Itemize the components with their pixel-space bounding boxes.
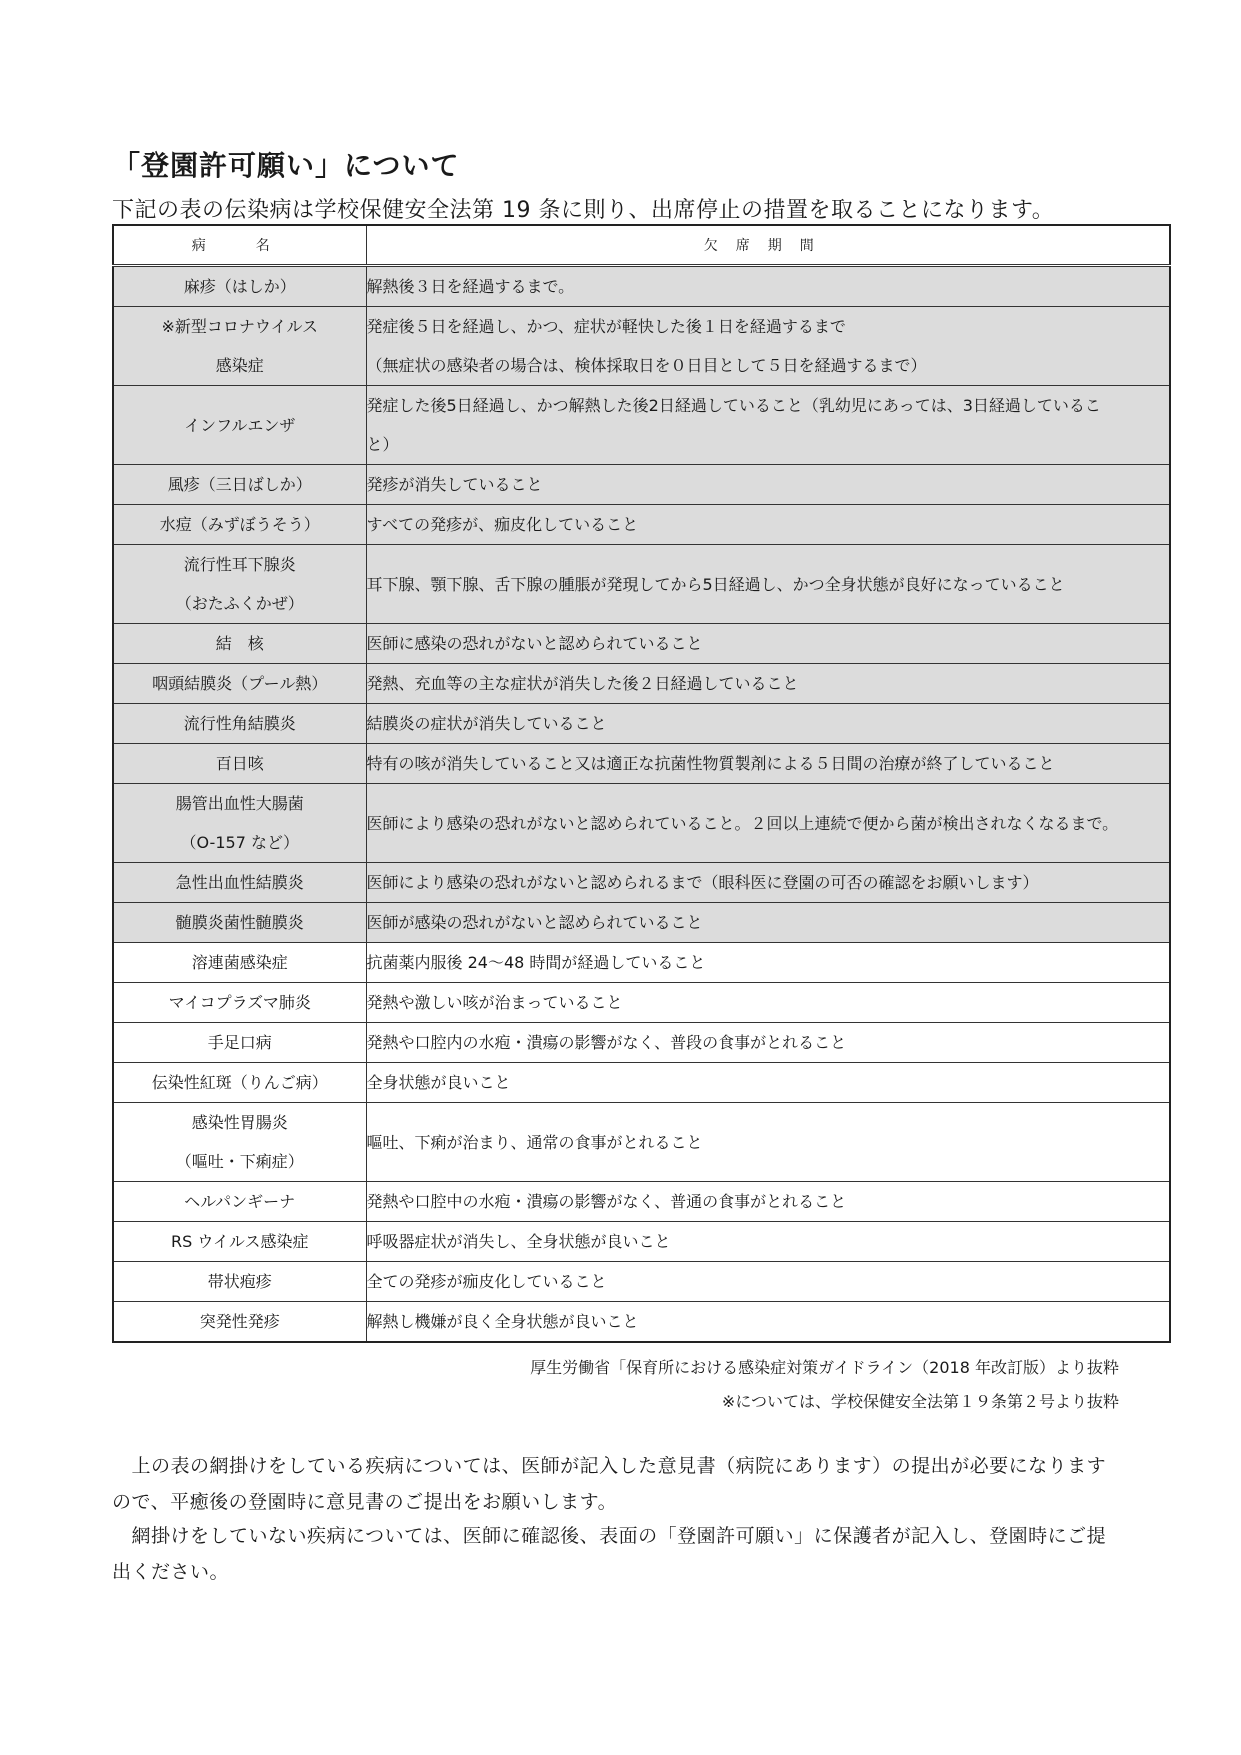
disease-name: （おたふくかぜ）: [175, 594, 304, 613]
absence-period-cell: [366, 307, 1170, 386]
table-row: [113, 1103, 1170, 1182]
table-row: [113, 1182, 1170, 1222]
disease-name: 突発性発疹: [199, 1312, 280, 1331]
absence-period-cell: [366, 863, 1170, 903]
table-row: [113, 943, 1170, 983]
table-row: [113, 624, 1170, 664]
disease-name: 水痘（みずぼうそう）: [159, 515, 320, 534]
absence-period-text: 発疹が消失していること: [366, 474, 543, 494]
disease-name-cell: [113, 863, 366, 903]
table-row: [113, 1262, 1170, 1302]
table-row: [113, 386, 1170, 465]
disease-name-cell: [113, 624, 366, 664]
absence-period-text: 発熱、充血等の主な症状が消失した後２日経過していること: [366, 673, 799, 693]
disease-name-cell: [113, 1262, 366, 1302]
disease-name: 感染症: [215, 356, 264, 375]
disease-name: （嘔吐・下痢症）: [175, 1152, 304, 1171]
table-row: [113, 505, 1170, 545]
absence-period-cell: [366, 1103, 1170, 1182]
absence-period-cell: [366, 1023, 1170, 1063]
intro-text: 下記の表の伝染病は学校保健安全法第 19 条に則り、出席停止の措置を取ることになります。: [112, 198, 1055, 223]
absence-period-cell: [366, 1262, 1170, 1302]
absence-period-cell: [366, 1063, 1170, 1103]
disease-name: ※新型コロナウイルス: [161, 317, 318, 336]
disease-name-cell: [113, 505, 366, 545]
disease-name-cell: [113, 903, 366, 943]
disease-name-cell: [113, 1103, 366, 1182]
table-row: [113, 307, 1170, 386]
table-row: [113, 266, 1170, 307]
disease-name: 咽頭結膜炎（プール熱）: [152, 674, 328, 693]
disease-name: マイコプラズマ肺炎: [168, 993, 311, 1012]
disease-name: 腸管出血性大腸菌: [175, 794, 304, 813]
disease-table: [112, 224, 1171, 1343]
table-row: [113, 784, 1170, 863]
table-row: [113, 1063, 1170, 1103]
disease-name: 結 核: [215, 634, 264, 653]
disease-name-cell: [113, 1023, 366, 1063]
absence-period-cell: [366, 545, 1170, 624]
table-row: [113, 545, 1170, 624]
absence-period-text: 医師により感染の恐れがないと認められていること。２回以上連続で便から菌が検出されなくなるまで。: [366, 813, 1119, 833]
absence-period-cell: [366, 943, 1170, 983]
disease-name-cell: [113, 307, 366, 386]
absence-period-text: 発症後５日を経過し、かつ、症状が軽快した後１日を経過するまで: [366, 317, 846, 336]
disease-name-cell: [113, 1302, 366, 1343]
absence-period-cell: [366, 983, 1170, 1023]
absence-period-text: 医師が感染の恐れがないと認められていること: [366, 912, 703, 932]
disease-name: 伝染性紅斑（りんご病）: [151, 1073, 328, 1092]
absence-period-cell: [366, 784, 1170, 863]
disease-name-cell: [113, 545, 366, 624]
note-unshaded: 網掛けをしていない疾病については、医師に確認後、表面の「登園許可願い」に保護者が記入し、登園時にご提出ください。: [112, 1525, 1107, 1583]
absence-period-text: 耳下腺、顎下腺、舌下腺の腫脹が発現してから5日経過し、かつ全身状態が良好になっていること: [366, 574, 1065, 594]
disease-name: （O-157 など）: [180, 833, 299, 852]
disease-name: 流行性角結膜炎: [183, 714, 296, 733]
absence-period-cell: [366, 505, 1170, 545]
absence-period-cell: [366, 903, 1170, 943]
absence-period-text: 抗菌薬内服後 24～48 時間が経過していること: [366, 952, 706, 972]
header-absence-period: 欠席期間: [366, 225, 1170, 266]
disease-name-cell: [113, 943, 366, 983]
absence-period-cell: [366, 1302, 1170, 1343]
disease-name-cell: [113, 465, 366, 505]
absence-period-text: 解熱後３日を経過するまで。: [366, 276, 575, 296]
table-row: [113, 1302, 1170, 1343]
absence-period-cell: [366, 386, 1170, 465]
absence-period-cell: [366, 704, 1170, 744]
absence-period-text: 発熱や激しい咳が治まっていること: [366, 992, 623, 1012]
absence-period-text: 全身状態が良いこと: [366, 1072, 511, 1092]
disease-name: 急性出血性結膜炎: [175, 873, 304, 892]
table-row: [113, 983, 1170, 1023]
disease-name-cell: [113, 704, 366, 744]
table-row: [113, 465, 1170, 505]
disease-name: 麻疹（はしか）: [183, 277, 296, 296]
table-header-row: [113, 225, 1170, 266]
table-row: [113, 664, 1170, 704]
disease-name-cell: [113, 664, 366, 704]
disease-name: インフルエンザ: [184, 415, 296, 435]
table-body: [113, 266, 1170, 1343]
disease-name-cell: [113, 983, 366, 1023]
absence-period-text: 結膜炎の症状が消失していること: [366, 713, 607, 733]
disease-name: RS ウイルス感染症: [171, 1232, 309, 1251]
note-shaded: 上の表の網掛けをしている疾病については、医師が記入した意見書（病院にあります）の提出が必要になりますので、平癒後の登園時に意見書のご提出をお願いします。: [112, 1455, 1107, 1513]
disease-name-cell: [113, 266, 366, 307]
disease-name: 感染性胃腸炎: [191, 1113, 288, 1132]
disease-name-cell: [113, 386, 366, 465]
absence-period-text: 全ての発疹が痂皮化していること: [366, 1271, 607, 1291]
absence-period-cell: [366, 266, 1170, 307]
absence-period-text: 解熱し機嫌が良く全身状態が良いこと: [366, 1311, 639, 1331]
disease-name: 帯状疱疹: [207, 1272, 272, 1291]
absence-period-text: 呼吸器症状が消失し、全身状態が良いこと: [366, 1231, 671, 1251]
absence-period-cell: [366, 1222, 1170, 1262]
absence-period-cell: [366, 1182, 1170, 1222]
table-row: [113, 704, 1170, 744]
disease-name: 髄膜炎菌性髄膜炎: [175, 913, 304, 932]
disease-name-cell: [113, 744, 366, 784]
header-disease-name: 病 名: [113, 225, 366, 266]
absence-period-text: 発熱や口腔内の水疱・潰瘍の影響がなく、普段の食事がとれること: [366, 1032, 847, 1052]
absence-period-cell: [366, 744, 1170, 784]
source-citation: 厚生労働省「保育所における感染症対策ガイドライン（2018 年改訂版）より抜粋: [530, 1358, 1119, 1377]
absence-period-text: 特有の咳が消失していること又は適正な抗菌性物質製剤による５日間の治療が終了していること: [366, 753, 1055, 773]
disease-name: ヘルパンギーナ: [184, 1192, 296, 1211]
page-title: 「登園許可願い」について: [112, 149, 460, 182]
disease-name-cell: [113, 1222, 366, 1262]
table-row: [113, 744, 1170, 784]
source-note: ※については、学校保健安全法第１９条第２号より抜粋: [721, 1392, 1119, 1411]
table-row: [113, 903, 1170, 943]
absence-period-text: と）: [366, 435, 399, 454]
disease-name-cell: [113, 1182, 366, 1222]
disease-name: 風疹（三日ばしか）: [167, 475, 312, 494]
disease-name: 手足口病: [207, 1033, 272, 1052]
table-row: [113, 1023, 1170, 1063]
absence-period-cell: [366, 624, 1170, 664]
table-row: [113, 863, 1170, 903]
disease-name: 百日咳: [215, 754, 264, 773]
disease-name-cell: [113, 1063, 366, 1103]
absence-period-text: 発熱や口腔中の水疱・潰瘍の影響がなく、普通の食事がとれること: [366, 1191, 847, 1211]
absence-period-text: 発症した後5日経過し、かつ解熱した後2日経過していること（乳幼児にあっては、3日経過しているこ: [366, 396, 1101, 415]
absence-period-text: （無症状の感染者の場合は、検体採取日を０日目として５日を経過するまで）: [366, 356, 927, 375]
disease-name: 溶連菌感染症: [191, 953, 288, 972]
disease-name: 流行性耳下腺炎: [183, 555, 296, 574]
absence-period-cell: [366, 664, 1170, 704]
absence-period-text: 医師に感染の恐れがないと認められていること: [366, 633, 703, 653]
table-row: [113, 1222, 1170, 1262]
disease-name-cell: [113, 784, 366, 863]
absence-period-cell: [366, 465, 1170, 505]
absence-period-text: 嘔吐、下痢が治まり、通常の食事がとれること: [366, 1132, 703, 1152]
absence-period-text: すべての発疹が、痂皮化していること: [366, 514, 639, 534]
absence-period-text: 医師により感染の恐れがないと認められるまで（眼科医に登園の可否の確認をお願いします）: [366, 872, 1039, 892]
